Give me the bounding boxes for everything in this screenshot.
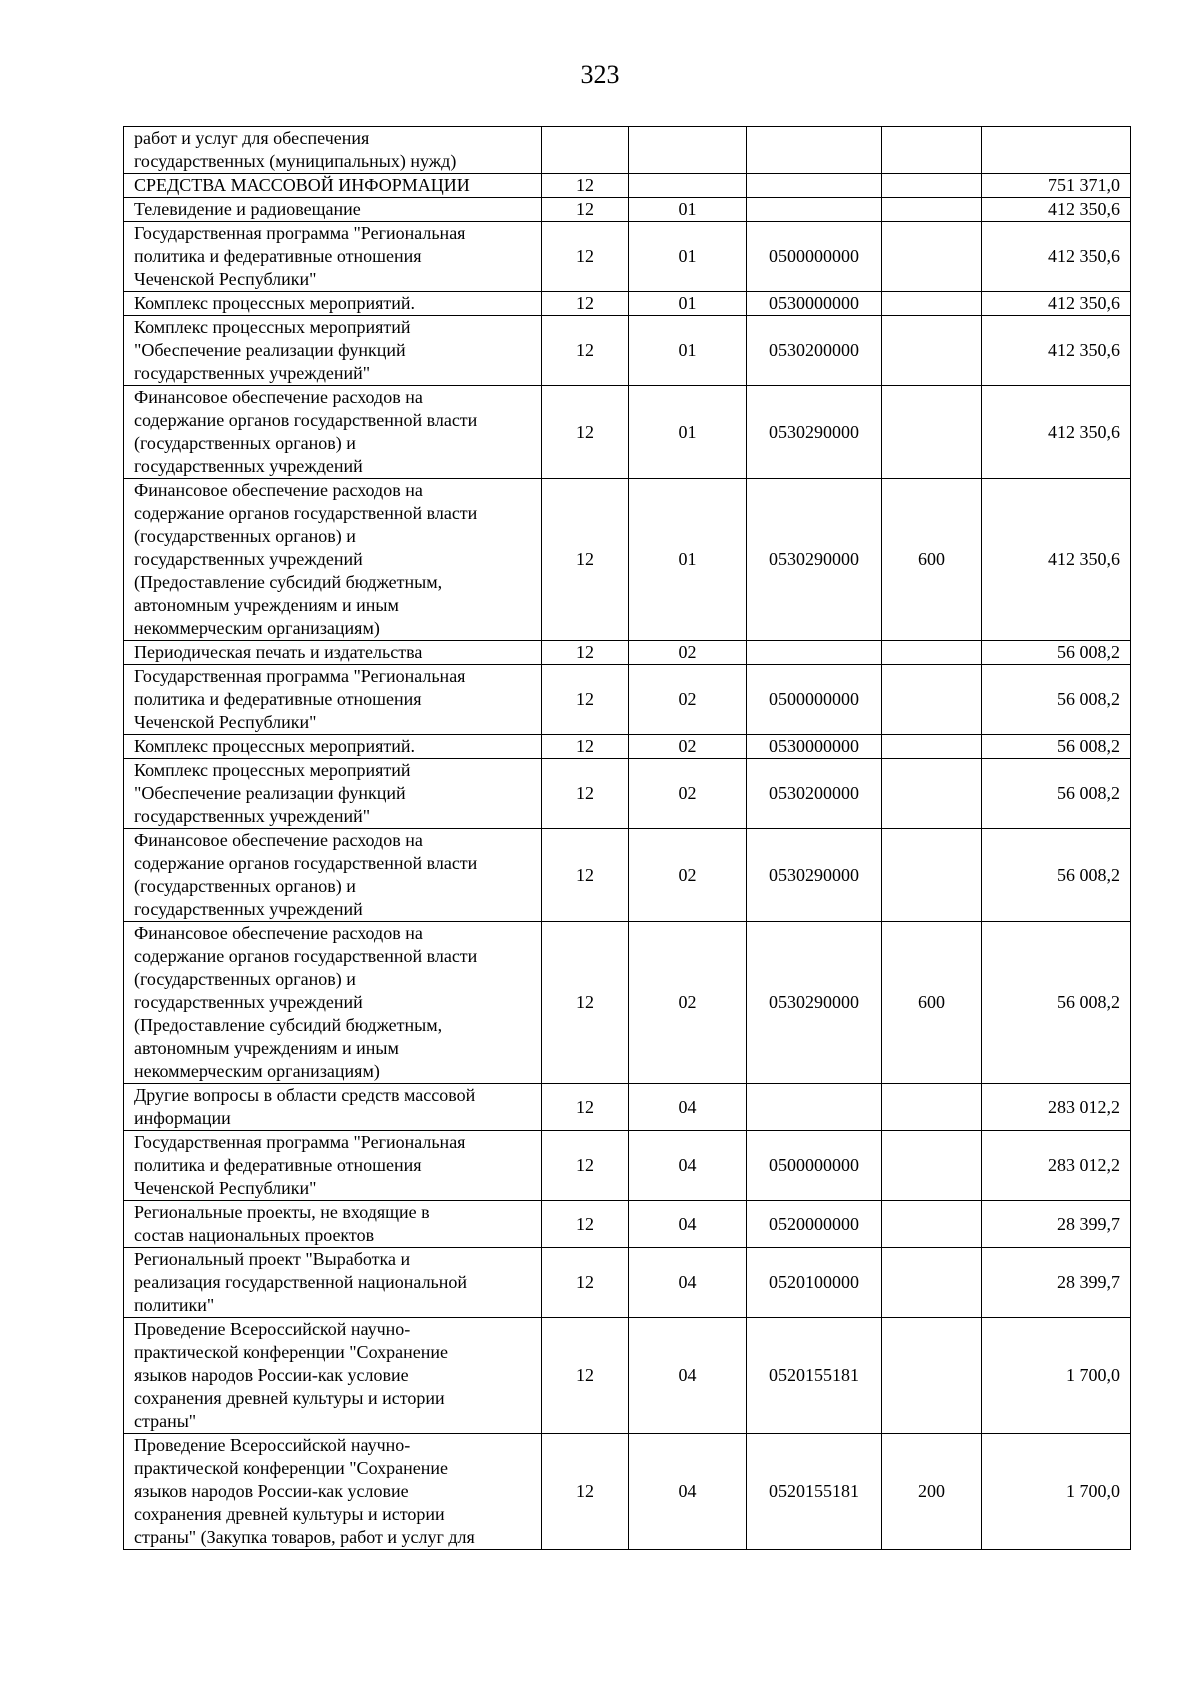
row-name-line: практической конференции "Сохранение bbox=[134, 1342, 448, 1362]
row-name-line: Комплекс процессных мероприятий. bbox=[134, 736, 416, 756]
subsection-code-cell: 01 bbox=[629, 198, 747, 222]
target-article-cell bbox=[747, 641, 882, 665]
section-code-cell: 12 bbox=[542, 292, 629, 316]
amount-cell: 28 399,7 bbox=[982, 1248, 1131, 1318]
amount-cell: 56 008,2 bbox=[982, 641, 1131, 665]
expense-type-cell bbox=[882, 292, 982, 316]
row-name-line: (государственных органов) и bbox=[134, 526, 356, 546]
expense-type-cell bbox=[882, 735, 982, 759]
table-row bbox=[124, 665, 1131, 735]
row-name-line: Региональные проекты, не входящие в bbox=[134, 1202, 430, 1222]
subsection-code-cell: 04 bbox=[629, 1201, 747, 1248]
table-row bbox=[124, 386, 1131, 479]
subsection-code-cell: 04 bbox=[629, 1131, 747, 1201]
amount-cell: 56 008,2 bbox=[982, 759, 1131, 829]
expense-type-cell bbox=[882, 641, 982, 665]
row-name-line: Комплекс процессных мероприятий bbox=[134, 760, 411, 780]
amount-cell: 283 012,2 bbox=[982, 1084, 1131, 1131]
table-row bbox=[124, 222, 1131, 292]
subsection-code-cell: 04 bbox=[629, 1084, 747, 1131]
subsection-code-cell: 02 bbox=[629, 922, 747, 1084]
row-name-line: Государственная программа "Региональная bbox=[134, 1132, 466, 1152]
row-name-line: государственных учреждений bbox=[134, 992, 363, 1012]
section-code-cell: 12 bbox=[542, 386, 629, 479]
section-code-cell: 12 bbox=[542, 1318, 629, 1434]
target-article-cell bbox=[747, 198, 882, 222]
subsection-code-cell: 01 bbox=[629, 386, 747, 479]
subsection-code-cell: 02 bbox=[629, 759, 747, 829]
section-code-cell: 12 bbox=[542, 198, 629, 222]
subsection-code-cell: 02 bbox=[629, 641, 747, 665]
section-code-cell: 12 bbox=[542, 222, 629, 292]
row-name-line: Финансовое обеспечение расходов на bbox=[134, 923, 423, 943]
row-name-line: Комплекс процессных мероприятий. bbox=[134, 293, 416, 313]
subsection-code-cell: 04 bbox=[629, 1248, 747, 1318]
row-name-line: Финансовое обеспечение расходов на bbox=[134, 387, 423, 407]
row-name-line: информации bbox=[134, 1108, 231, 1128]
target-article-cell: 0530000000 bbox=[747, 735, 882, 759]
target-article-cell: 0520100000 bbox=[747, 1248, 882, 1318]
row-name-line: Комплекс процессных мероприятий bbox=[134, 317, 411, 337]
row-name-cell bbox=[124, 922, 542, 1084]
expense-type-cell bbox=[882, 316, 982, 386]
table-row bbox=[124, 292, 1131, 316]
target-article-cell: 0530290000 bbox=[747, 386, 882, 479]
expense-type-cell bbox=[882, 1131, 982, 1201]
target-article-cell: 0530290000 bbox=[747, 829, 882, 922]
row-name-line: (Предоставление субсидий бюджетным, bbox=[134, 572, 443, 592]
row-name-line: сохранения древней культуры и истории bbox=[134, 1504, 445, 1524]
target-article-cell: 0520155181 bbox=[747, 1318, 882, 1434]
expense-type-cell: 200 bbox=[882, 1434, 982, 1550]
expense-type-cell bbox=[882, 1318, 982, 1434]
row-name-cell bbox=[124, 292, 542, 316]
section-code-cell: 12 bbox=[542, 316, 629, 386]
row-name-line: страны" bbox=[134, 1411, 197, 1431]
subsection-code-cell: 02 bbox=[629, 829, 747, 922]
page-number: 323 bbox=[580, 60, 620, 89]
row-name-cell bbox=[124, 665, 542, 735]
table-row bbox=[124, 316, 1131, 386]
expense-type-cell bbox=[882, 829, 982, 922]
table-row bbox=[124, 1318, 1131, 1434]
row-name-cell bbox=[124, 316, 542, 386]
row-name-cell bbox=[124, 735, 542, 759]
amount-cell: 56 008,2 bbox=[982, 922, 1131, 1084]
row-name-line: Проведение Всероссийской научно- bbox=[134, 1319, 411, 1339]
expense-type-cell bbox=[882, 198, 982, 222]
row-name-line: (государственных органов) и bbox=[134, 433, 356, 453]
amount-cell: 283 012,2 bbox=[982, 1131, 1131, 1201]
row-name-line: языков народов России-как условие bbox=[134, 1481, 409, 1501]
row-name-cell bbox=[124, 759, 542, 829]
amount-cell: 56 008,2 bbox=[982, 735, 1131, 759]
section-code-cell: 12 bbox=[542, 479, 629, 641]
row-name-line: содержание органов государственной власти bbox=[134, 503, 478, 523]
subsection-code-cell: 01 bbox=[629, 222, 747, 292]
table-row bbox=[124, 1084, 1131, 1131]
row-name-line: государственных (муниципальных) нужд) bbox=[134, 151, 457, 171]
row-name-cell bbox=[124, 1131, 542, 1201]
row-name-line: Чеченской Республики" bbox=[134, 269, 317, 289]
target-article-cell bbox=[747, 1084, 882, 1131]
section-code-cell: 12 bbox=[542, 829, 629, 922]
row-name-line: Государственная программа "Региональная bbox=[134, 666, 466, 686]
expense-type-cell: 600 bbox=[882, 922, 982, 1084]
amount-cell: 56 008,2 bbox=[982, 829, 1131, 922]
row-name-line: государственных учреждений bbox=[134, 899, 363, 919]
target-article-cell: 0520000000 bbox=[747, 1201, 882, 1248]
row-name-line: языков народов России-как условие bbox=[134, 1365, 409, 1385]
row-name-line: государственных учреждений" bbox=[134, 363, 371, 383]
row-name-cell bbox=[124, 222, 542, 292]
amount-cell: 412 350,6 bbox=[982, 479, 1131, 641]
section-code-cell: 12 bbox=[542, 665, 629, 735]
row-name-cell bbox=[124, 198, 542, 222]
row-name-line: (государственных органов) и bbox=[134, 876, 356, 896]
subsection-code-cell: 02 bbox=[629, 665, 747, 735]
row-name-line: политика и федеративные отношения bbox=[134, 246, 422, 266]
table-row bbox=[124, 127, 1131, 174]
row-name-cell bbox=[124, 1318, 542, 1434]
section-code-cell: 12 bbox=[542, 1248, 629, 1318]
section-code-cell: 12 bbox=[542, 641, 629, 665]
expense-type-cell bbox=[882, 1084, 982, 1131]
row-name-line: сохранения древней культуры и истории bbox=[134, 1388, 445, 1408]
row-name-line: (государственных органов) и bbox=[134, 969, 356, 989]
subsection-code-cell bbox=[629, 174, 747, 198]
section-code-cell: 12 bbox=[542, 1131, 629, 1201]
amount-cell: 1 700,0 bbox=[982, 1318, 1131, 1434]
table-row bbox=[124, 1248, 1131, 1318]
row-name-line: Финансовое обеспечение расходов на bbox=[134, 830, 423, 850]
row-name-line: политики" bbox=[134, 1295, 215, 1315]
row-name-line: страны" (Закупка товаров, работ и услуг для bbox=[134, 1527, 475, 1547]
table-row bbox=[124, 641, 1131, 665]
section-code-cell bbox=[542, 127, 629, 174]
section-code-cell: 12 bbox=[542, 1434, 629, 1550]
row-name-line: "Обеспечение реализации функций bbox=[134, 783, 406, 803]
row-name-line: автономным учреждениям и иным bbox=[134, 1038, 399, 1058]
expense-type-cell bbox=[882, 759, 982, 829]
table-row bbox=[124, 1434, 1131, 1550]
row-name-line: Проведение Всероссийской научно- bbox=[134, 1435, 411, 1455]
expense-type-cell bbox=[882, 665, 982, 735]
target-article-cell: 0500000000 bbox=[747, 665, 882, 735]
table-body bbox=[124, 127, 1131, 1550]
section-code-cell: 12 bbox=[542, 174, 629, 198]
target-article-cell: 0530290000 bbox=[747, 922, 882, 1084]
row-name-line: СРЕДСТВА МАССОВОЙ ИНФОРМАЦИИ bbox=[134, 175, 470, 195]
amount-cell: 412 350,6 bbox=[982, 222, 1131, 292]
amount-cell: 28 399,7 bbox=[982, 1201, 1131, 1248]
row-name-line: Чеченской Республики" bbox=[134, 1178, 317, 1198]
amount-cell: 56 008,2 bbox=[982, 665, 1131, 735]
expense-type-cell bbox=[882, 386, 982, 479]
budget-table bbox=[123, 126, 1131, 1550]
table-row bbox=[124, 1201, 1131, 1248]
row-name-cell bbox=[124, 641, 542, 665]
row-name-cell bbox=[124, 174, 542, 198]
expense-type-cell bbox=[882, 127, 982, 174]
table-row bbox=[124, 198, 1131, 222]
row-name-line: работ и услуг для обеспечения bbox=[134, 128, 370, 148]
row-name-line: политика и федеративные отношения bbox=[134, 1155, 422, 1175]
subsection-code-cell: 01 bbox=[629, 292, 747, 316]
row-name-line: государственных учреждений" bbox=[134, 806, 371, 826]
expense-type-cell: 600 bbox=[882, 479, 982, 641]
table-row bbox=[124, 1131, 1131, 1201]
amount-cell: 1 700,0 bbox=[982, 1434, 1131, 1550]
section-code-cell: 12 bbox=[542, 1084, 629, 1131]
row-name-line: состав национальных проектов bbox=[134, 1225, 375, 1245]
row-name-line: государственных учреждений bbox=[134, 549, 363, 569]
row-name-line: практической конференции "Сохранение bbox=[134, 1458, 448, 1478]
amount-cell: 412 350,6 bbox=[982, 386, 1131, 479]
subsection-code-cell: 01 bbox=[629, 479, 747, 641]
row-name-line: содержание органов государственной власти bbox=[134, 853, 478, 873]
expense-type-cell bbox=[882, 1201, 982, 1248]
target-article-cell: 0530200000 bbox=[747, 759, 882, 829]
table-row bbox=[124, 922, 1131, 1084]
target-article-cell: 0500000000 bbox=[747, 1131, 882, 1201]
row-name-cell bbox=[124, 386, 542, 479]
section-code-cell: 12 bbox=[542, 735, 629, 759]
amount-cell bbox=[982, 127, 1131, 174]
row-name-line: реализация государственной национальной bbox=[134, 1272, 468, 1292]
row-name-line: Периодическая печать и издательства bbox=[134, 642, 423, 662]
target-article-cell bbox=[747, 127, 882, 174]
row-name-line: содержание органов государственной власти bbox=[134, 410, 478, 430]
row-name-line: (Предоставление субсидий бюджетным, bbox=[134, 1015, 443, 1035]
target-article-cell: 0500000000 bbox=[747, 222, 882, 292]
expense-type-cell bbox=[882, 222, 982, 292]
table-row bbox=[124, 759, 1131, 829]
row-name-line: некоммерческим организациям) bbox=[134, 618, 380, 638]
amount-cell: 412 350,6 bbox=[982, 198, 1131, 222]
row-name-cell bbox=[124, 1248, 542, 1318]
row-name-line: Региональный проект "Выработка и bbox=[134, 1249, 411, 1269]
row-name-line: Телевидение и радиовещание bbox=[134, 199, 361, 219]
row-name-line: Чеченской Республики" bbox=[134, 712, 317, 732]
subsection-code-cell: 04 bbox=[629, 1434, 747, 1550]
target-article-cell: 0530200000 bbox=[747, 316, 882, 386]
row-name-cell bbox=[124, 479, 542, 641]
expense-type-cell bbox=[882, 174, 982, 198]
row-name-cell bbox=[124, 829, 542, 922]
row-name-line: государственных учреждений bbox=[134, 456, 363, 476]
row-name-line: "Обеспечение реализации функций bbox=[134, 340, 406, 360]
amount-cell: 412 350,6 bbox=[982, 316, 1131, 386]
row-name-cell bbox=[124, 1434, 542, 1550]
target-article-cell: 0520155181 bbox=[747, 1434, 882, 1550]
table-row bbox=[124, 735, 1131, 759]
row-name-line: автономным учреждениям и иным bbox=[134, 595, 399, 615]
row-name-line: Другие вопросы в области средств массовой bbox=[134, 1085, 476, 1105]
row-name-line: некоммерческим организациям) bbox=[134, 1061, 380, 1081]
row-name-line: Финансовое обеспечение расходов на bbox=[134, 480, 423, 500]
subsection-code-cell: 01 bbox=[629, 316, 747, 386]
table-row bbox=[124, 479, 1131, 641]
target-article-cell: 0530000000 bbox=[747, 292, 882, 316]
subsection-code-cell: 02 bbox=[629, 735, 747, 759]
amount-cell: 751 371,0 bbox=[982, 174, 1131, 198]
row-name-cell bbox=[124, 127, 542, 174]
expense-type-cell bbox=[882, 1248, 982, 1318]
subsection-code-cell bbox=[629, 127, 747, 174]
section-code-cell: 12 bbox=[542, 1201, 629, 1248]
row-name-line: политика и федеративные отношения bbox=[134, 689, 422, 709]
amount-cell: 412 350,6 bbox=[982, 292, 1131, 316]
table-row bbox=[124, 829, 1131, 922]
row-name-cell bbox=[124, 1084, 542, 1131]
row-name-line: Государственная программа "Региональная bbox=[134, 223, 466, 243]
row-name-cell bbox=[124, 1201, 542, 1248]
row-name-line: содержание органов государственной власти bbox=[134, 946, 478, 966]
table-row bbox=[124, 174, 1131, 198]
section-code-cell: 12 bbox=[542, 759, 629, 829]
target-article-cell: 0530290000 bbox=[747, 479, 882, 641]
section-code-cell: 12 bbox=[542, 922, 629, 1084]
subsection-code-cell: 04 bbox=[629, 1318, 747, 1434]
target-article-cell bbox=[747, 174, 882, 198]
